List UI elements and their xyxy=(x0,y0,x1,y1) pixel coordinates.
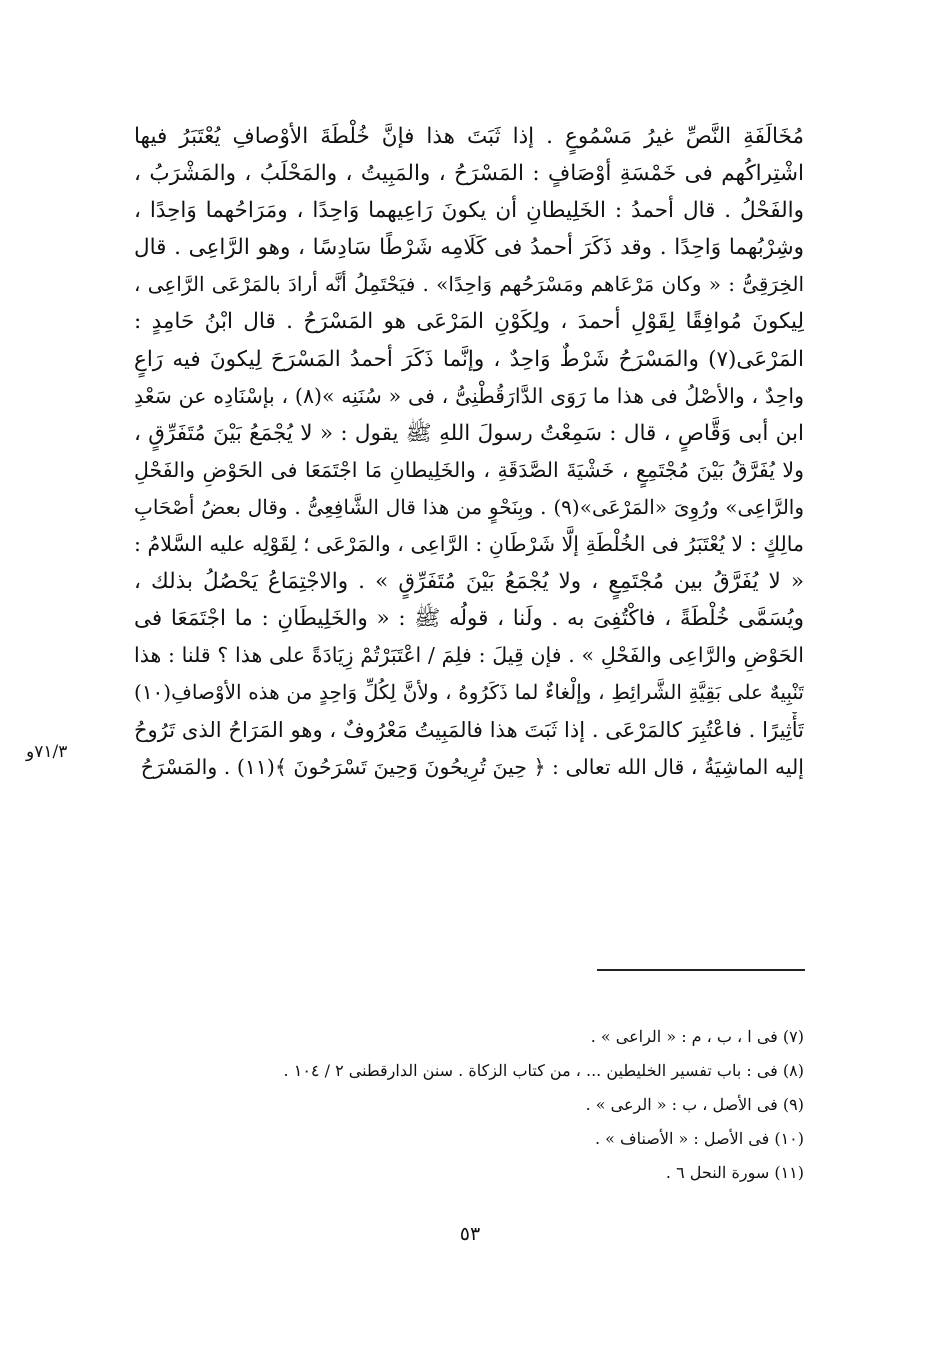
footnote: (٩) فى الأصل ، ب : « الرعى » . xyxy=(585,1095,804,1114)
text-line: الخِرَقِىُّ : « وكان مَرْعَاهم ومَسْرَحُهم وَاحِدًا» . فيَحْتَمِلُ أنَّه أرادَ بالمَرْعَى الرَّاعِى ، xyxy=(134,272,804,297)
text-line: تَنْبِيهٌ على بَقِيَّةِ الشَّرائِطِ ، وإلْغاءٌ لما ذَكَرُوهُ ، ولأنَّ لِكُلِّ وَاحِدٍ من هذه الأوْصافِ(١٠) xyxy=(134,680,804,705)
footnotes-list xyxy=(200,1020,804,1190)
text-line: مُخَالَفَةِ النَّصِّ غيرُ مَسْمُوعٍ . إذا ثَبَتَ هذا فإنَّ خُلْطَةَ الأوْصافِ يُعْتَبَرُ فيها xyxy=(134,124,804,149)
main-text-block xyxy=(134,118,804,786)
text-line: المَرْعَى(٧) والمَسْرَحُ شَرْطٌ وَاحِدٌ ، وإنَّما ذَكَرَ أحمدُ المَسْرَحَ لِيكونَ فيه رَاعٍ xyxy=(134,346,804,372)
text-line: الحَوْضِ والرَّاعِى والفَحْلِ » . فإن قِيلَ : فلِمَ / اعْتَبَرْتُمْ زِيَادَةً على هذا ؟ قلنا : هذا xyxy=(134,643,804,668)
text-line: « لا يُفَرَّقُ بين مُجْتَمِعٍ ، ولا يُجْمَعُ بَيْنَ مُتَفَرِّقٍ » . والاجْتِمَاعُ يَحْصُلُ بذلك ، xyxy=(134,569,804,595)
text-line: ولا يُفَرَّقُ بَيْنَ مُجْتَمِعٍ ، خَشْيَةَ الصَّدَقَةِ ، والخَلِيطانِ مَا اجْتَمَعَا فى الحَوْضِ والفَحْلِ xyxy=(134,457,804,482)
text-line: واحِدٌ ، والأصْلُ فى هذا ما رَوَى الدَّارَقُطْنِىُّ ، فى « سُنَنِه »(٨) ، بإسْنَادِه عن سَعْدِ xyxy=(134,383,804,408)
text-line: والرَّاعِى» ورُوِىَ «المَرْعَى»(٩) . وبِنَحْوٍ من هذا قال الشَّافِعِىُّ . وقال بعضُ أصْحَابِ xyxy=(134,494,804,519)
footnote: (١٠) فى الأصل : « الأصناف » . xyxy=(594,1129,804,1148)
page-number: ٥٣ xyxy=(459,1223,481,1245)
footnote-separator xyxy=(597,969,805,971)
text-line: ويُسَمَّى خُلْطَةً ، فاكْتُفِىَ به . ولَنا ، قولُه ﷺ : « والخَلِيطَانِ : ما اجْتَمَعَا فى xyxy=(134,606,804,632)
footnote: (١١) سورة النحل ٦ . xyxy=(665,1163,804,1182)
text-line: لِيكونَ مُوافِقًا لِقَوْلِ أحمدَ ، ولِكَوْنِ المَرْعَى هو المَسْرَحُ . قال ابْنُ حَامِدٍ : xyxy=(134,309,804,335)
manuscript-folio-marker: ٧١/٣و xyxy=(26,742,68,762)
footnote: (٧) فى ا ، ب ، م : « الراعى » . xyxy=(590,1027,804,1046)
text-line: مالِكٍ : لا يُعْتَبَرُ فى الخُلْطَةِ إلَّا شَرْطَانِ : الرَّاعِى ، والمَرْعَى ؛ لِقَوْلِه عليه السَّلامُ : xyxy=(134,532,804,557)
text-line: ابن أبى وَقَّاصٍ ، قال : سَمِعْتُ رسولَ اللهِ ﷺ يقول : « لا يُجْمَعُ بَيْنَ مُتَفَرِّقٍ ، xyxy=(134,420,804,446)
text-line: إليه الماشِيَةُ ، قال الله تعالى : ﴿ حِينَ تُرِيحُونَ وَحِينَ تَسْرَحُونَ ﴾(١١) . والمَسْرَحُ xyxy=(140,754,804,779)
text-line: تَأْثِيرًا . فاعْتُبِرَ كالمَرْعَى . إذا ثَبَتَ هذا فالمَبِيتُ مَعْرُوفٌ ، وهو المَرَاحُ الذى تَرُوحُ xyxy=(134,717,804,742)
text-line: والفَحْلُ . قال أحمدُ : الخَلِيطانِ أن يكونَ رَاعِيهما وَاحِدًا ، ومَرَاحُهما وَاحِدًا ، xyxy=(134,198,804,224)
text-line: اشْتِراكُهم فى خَمْسَةِ أوْصَافٍ : المَسْرَحُ ، والمَبِيتُ ، والمَحْلَبُ ، والمَشْرَبُ ، xyxy=(134,161,804,187)
text-line: وشِرْبُهما وَاحِدًا . وقد ذَكَرَ أحمدُ فى كَلَامِه شَرْطًا سَادِسًا ، وهو الرَّاعِى . قال xyxy=(134,235,804,261)
footnote: (٨) فى : باب تفسير الخليطين ... ، من كتاب الزكاة . سنن الدارقطنى ٢ / ١٠٤ . xyxy=(283,1061,804,1080)
